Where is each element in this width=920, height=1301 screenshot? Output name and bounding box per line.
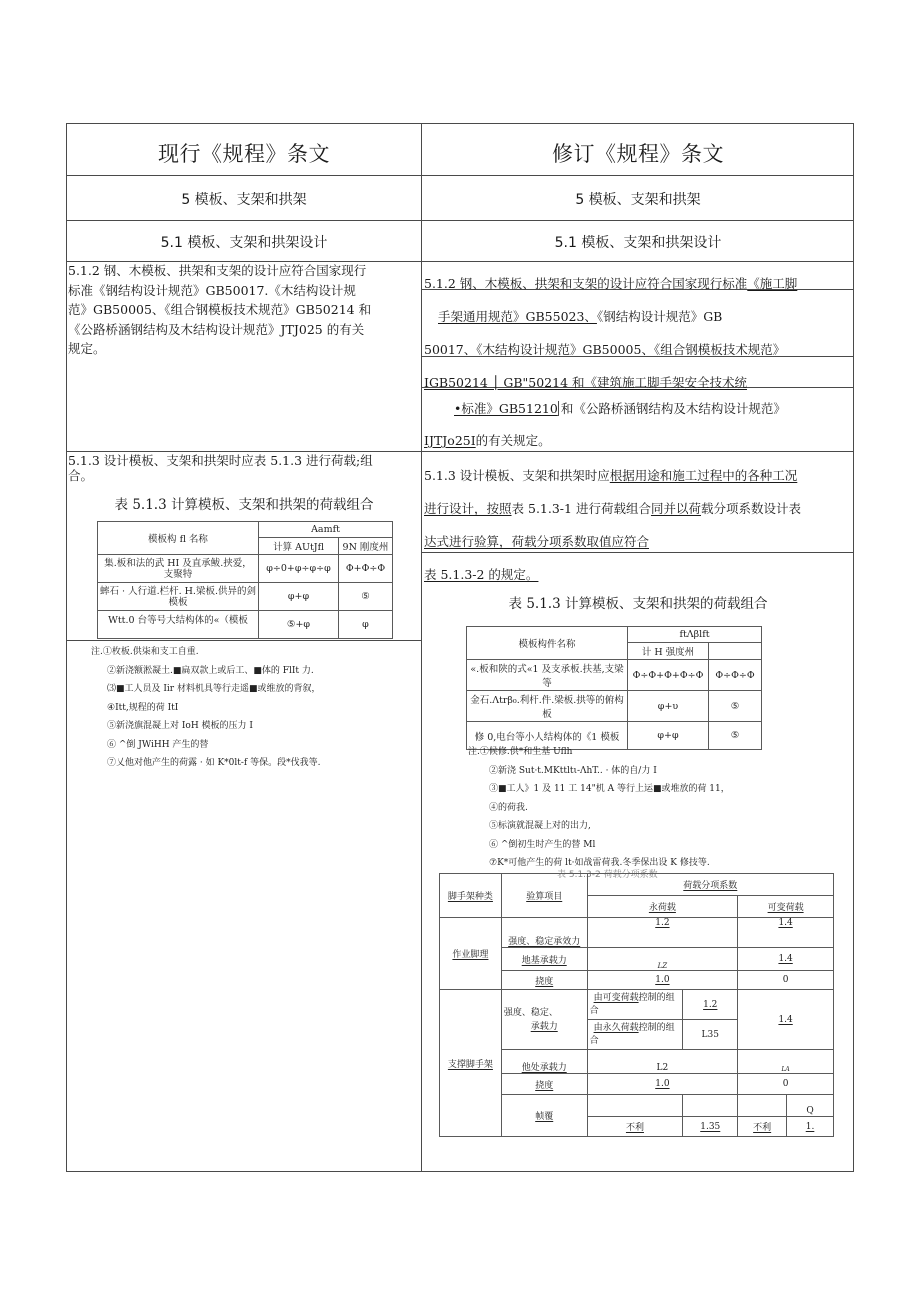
table-cell: φ+φ (259, 583, 339, 611)
header-cell: 模板构件名称 (467, 627, 628, 660)
table-cell: 不利 (587, 1117, 683, 1137)
header-cell: 荷载分项系数 (587, 874, 833, 896)
table-cell: 金石.Λtrβ₀.利杆.件.梁板.拱等的俯构板 (467, 691, 628, 722)
table-cell: LA (738, 1050, 834, 1074)
table-cell: 地基承载力 (501, 948, 587, 971)
revised-text: 《施工脚 (747, 276, 798, 291)
note-line: ⑥ ^倒 JWiHH 产生的替 (107, 739, 209, 750)
revised-text: •标准》GB51210 (454, 401, 558, 416)
table-cell (683, 1095, 738, 1117)
text-line: 手架通用规范》GB55023、《钢结构设计规范》GB (438, 309, 723, 324)
table-cell: 集.板和法的武 HI 及直承鲅.挟爱，支聚特 (98, 555, 259, 583)
revised-text: 表 5.1.3-2 的规定。 (424, 567, 539, 582)
text-line (424, 372, 854, 394)
table-cell: ⑤+φ (259, 611, 339, 639)
text-line: 5.1.2 钢、木模板、拱架和支架的设计应符合国家现行 (68, 263, 367, 278)
revised-text: 达式进行验算，荷载分项系数取值应符合 (424, 534, 650, 549)
table-cell: 修 0,电台等小人结构体的《1 模板 (467, 722, 628, 750)
comparison-table (66, 123, 854, 1172)
text-line: 5.1.2 钢、木模板、拱架和支架的设计应符合国家现行标准《施工脚 (424, 276, 798, 291)
note-line: ③■工人》1 及 11 工 14"机 A 等行上运■或堆放的荷 11， (489, 784, 730, 794)
text-line: IJTJo25I的有关规定。 (424, 433, 551, 448)
right-table-caption: 表 5.1.3 计算模板、支架和拱架的荷载组合 (508, 596, 768, 612)
table-cell: ⑤ (709, 691, 762, 722)
note-line: ④Itt,规程的荷 ItI (107, 702, 179, 713)
table-cell: φ (339, 611, 393, 639)
left-clause-5-1-3 (68, 453, 418, 483)
table-cell: 1.4 (738, 918, 834, 948)
table-cell: 强度、稳定、 承载力 (501, 990, 587, 1050)
row-group-label: 支撑脚手架 (440, 990, 502, 1137)
table-cell: 0 (738, 971, 834, 990)
header-cell (709, 643, 762, 660)
table-cell: 由永久荷载控制的组合 (587, 1020, 683, 1050)
table-cell: 1. (787, 1117, 834, 1137)
header-cell: 计 H 强度州 (628, 643, 709, 660)
text-line: 规定。 (68, 341, 106, 356)
left-clause-5-1-2 (68, 261, 418, 359)
table-cell: LZ (587, 948, 738, 971)
table-cell: 帧覆 (501, 1095, 587, 1137)
row-divider (67, 220, 853, 221)
text-line (424, 564, 854, 586)
table-cell: 1.2 (683, 990, 738, 1020)
text-line: 50017、《木结构设计规范》GB50005、《组合钢模板技术规范》 (424, 342, 786, 357)
header-cell: ftΛβlft (628, 627, 762, 643)
row-group-label: 作业脚理 (440, 918, 502, 990)
header-cell: 可变荷载 (738, 896, 834, 918)
revised-text: IJTJo25I (424, 433, 476, 448)
left-table-notes (91, 643, 320, 773)
text-line (424, 531, 854, 564)
table-cell: 1.0 (587, 971, 738, 990)
text-line: 《公路桥涵钢结构及木结构设计规范》JTJ025 的有关 (68, 321, 365, 337)
left-notes-divider (67, 640, 421, 641)
table-cell: 不利 (738, 1117, 787, 1137)
text-line: 范》GB50005、《组合钢模板技术规范》GB50214 和 (68, 302, 372, 317)
table-cell: 由可变荷载控制的组合 (587, 990, 683, 1020)
table-cell: Φ+Φ÷Φ (339, 555, 393, 583)
revised-text: 手架通用规范》GB55023、 (438, 309, 597, 324)
table-cell (587, 1095, 683, 1117)
text-line: 5.1.3 设计模板、支架和拱架时应表 5.1.3 进行荷载;组 (68, 453, 373, 468)
text-line: •标准》GB51210 和《公路桥涵钢结构及木结构设计规范》 (454, 401, 786, 416)
factor-table-caption: 表 5.1.3-2 荷载分项系数 (557, 870, 658, 880)
table-cell: 1.4 (738, 990, 834, 1050)
table-cell: 1.0 (587, 1074, 738, 1095)
note-line: ⑶■工人员及 Iir 材料机具等行走遥■或维放的背叙， (107, 684, 321, 694)
note-line: ⑦乂他对他产生的荷露 · 如 K*0lt-f 等保。段*伐我等. (107, 758, 321, 768)
table-cell: 他处承载力 (501, 1050, 587, 1074)
note-line: ⑥ ^倒初生时产生的替 Ml (489, 839, 596, 850)
table-cell: Wtt.0 台等号大结构体的«（模板 (98, 611, 259, 639)
text-line: 5.1.3 设计模板、支架和拱架时应根据用途和施工过程中的各种工况 (424, 468, 798, 483)
table-cell: φ÷0+φ÷φ÷φ (259, 555, 339, 583)
table-cell: ⑤ (339, 583, 393, 611)
left-column-header: 现行《规程》条文 (158, 142, 330, 166)
right-clause-5-1-2 (424, 273, 854, 454)
left-section-title: 5.1 模板、支架和拱架设计 (160, 235, 328, 251)
table-cell: Φ÷Φ÷Φ (709, 660, 762, 691)
note-line: 注.①候修.供*和生基 Uflh (468, 747, 573, 757)
text-line: 进行设计，按照表 5.1.3-1 进行荷载组合同并以荷载分项系数设计表 (424, 501, 801, 516)
header-cell: Aamft (259, 522, 393, 538)
header-cell: 脚手架种类 (440, 874, 502, 918)
table-cell: 挠度 (501, 1074, 587, 1095)
note-line: ⑦K*可他产生的荷 lt·如战雷荷我.冬季保出设 K 修技等. (489, 858, 710, 868)
right-clause-5-1-3 (424, 465, 854, 586)
left-table-caption: 表 5.1.3 计算模板、支架和拱架的荷载组合 (114, 497, 374, 513)
note-line: ⑤标演就混凝上对的出力, (489, 821, 591, 831)
header-cell: 计算 AUtJfl (259, 538, 339, 555)
table-cell: φ+υ (628, 691, 709, 722)
revised-text: 同并以荷 (650, 501, 701, 516)
right-load-combination-table (466, 626, 762, 750)
note-line: ②新浇 Sut·t.MKttltι-ΛhT.. · 体的自/力 I (489, 765, 657, 776)
header-cell: 模板构 fl 名称 (98, 522, 259, 555)
revised-text: 根据用途和施工过程中的各种工况 (609, 468, 798, 483)
table-cell: L2 (587, 1050, 738, 1074)
table-cell: 1.35 (683, 1117, 738, 1137)
table-cell: L35 (683, 1020, 738, 1050)
table-cell: 0 (738, 1074, 834, 1095)
table-cell (738, 1095, 787, 1117)
table-cell: 强度、稳定承效力 (501, 918, 587, 948)
revised-text: IGB50214 │ GB"50214 和《建筑施工脚手架安全技术统 (424, 375, 748, 390)
note-line: ②新浇额淞凝土.■扁双款上或后工、■体的 FlIt 力. (107, 665, 314, 676)
note-line: ⑤新浇旗混凝上对 IoH 模板的压力 I (107, 721, 253, 731)
table-cell: ⑤ (709, 722, 762, 750)
table-cell: Φ÷Φ+Φ+Φ÷Φ (628, 660, 709, 691)
header-cell: 永荷载 (587, 896, 738, 918)
text-line: 标准《钢结构设计规范》GB50017.《木结构设计规 (68, 282, 356, 298)
table-cell: 挠度 (501, 971, 587, 990)
table-cell: «.板和陕的式«1 及支承板.扶基,支梁等 (467, 660, 628, 691)
revised-text: 进行设计，按照 (424, 501, 512, 516)
right-column-header: 修订《规程》条文 (552, 142, 724, 166)
left-chapter-title: 5 模板、支架和拱架 (181, 192, 307, 208)
table-cell: φ+φ (628, 722, 709, 750)
table-cell: 1.4 (738, 948, 834, 971)
note-line: ④的荷我. (489, 802, 528, 813)
table-cell: 蟀石 · 人行道.栏杆. H.梁板.供异的剑模板 (98, 583, 259, 611)
right-section-title: 5.1 模板、支架和拱架设计 (554, 235, 722, 251)
column-divider (421, 124, 422, 1171)
load-factor-table (439, 873, 834, 1137)
note-line: 注.①枚板.供柒和支工自重. (91, 647, 199, 657)
left-load-combination-table (97, 521, 393, 639)
header-cell: 验算项目 (501, 874, 587, 918)
table-cell: 1.2 (587, 918, 738, 948)
text-line: 合。 (68, 468, 94, 483)
header-cell: 9N 刚度州 (339, 538, 393, 555)
table-cell: Q (787, 1095, 834, 1117)
right-chapter-title: 5 模板、支架和拱架 (575, 192, 701, 208)
row-divider (67, 175, 853, 176)
